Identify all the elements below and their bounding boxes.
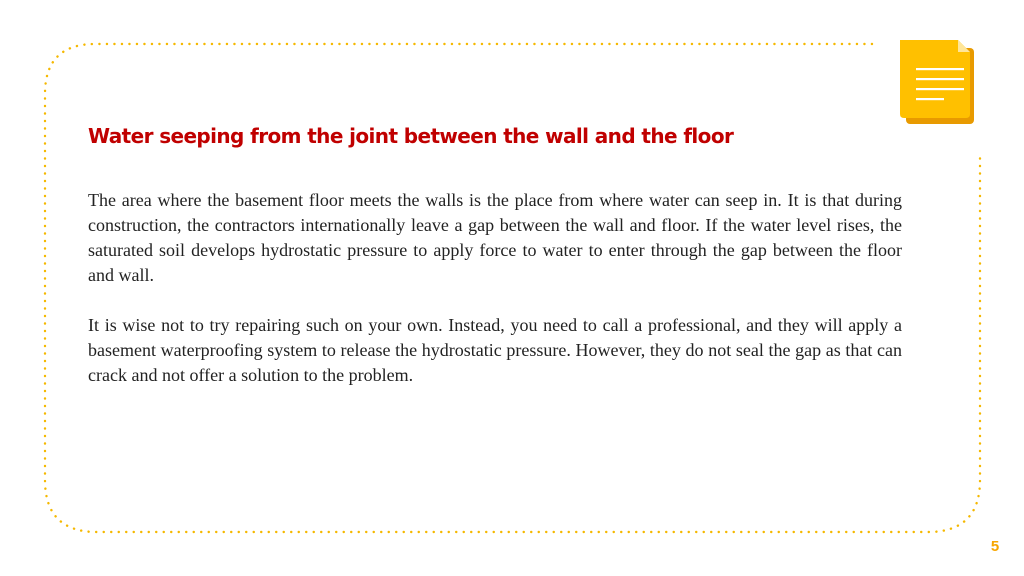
slide-body [88,188,902,413]
paragraph: It is wise not to try repairing such on your own. Instead, you need to call a professional, and they will apply a basement waterproofing system to release the hydrostatic pressure. However, they do not seal the gap as that can crack and not offer a solution to the problem. [88,315,902,385]
slide-title: Water seeping from the joint between the wall and the floor [88,124,734,148]
page-number: 5 [990,538,1000,555]
paragraph: The area where the basement floor meets the walls is the place from where water can seep in. It is that during construction, the contractors internationally leave a gap between the wall and floor. If the water level rises, the saturated soil develops hydrostatic pressure to apply force to water to enter through the gap between the floor and wall. [88,190,902,285]
document-icon [896,38,980,128]
